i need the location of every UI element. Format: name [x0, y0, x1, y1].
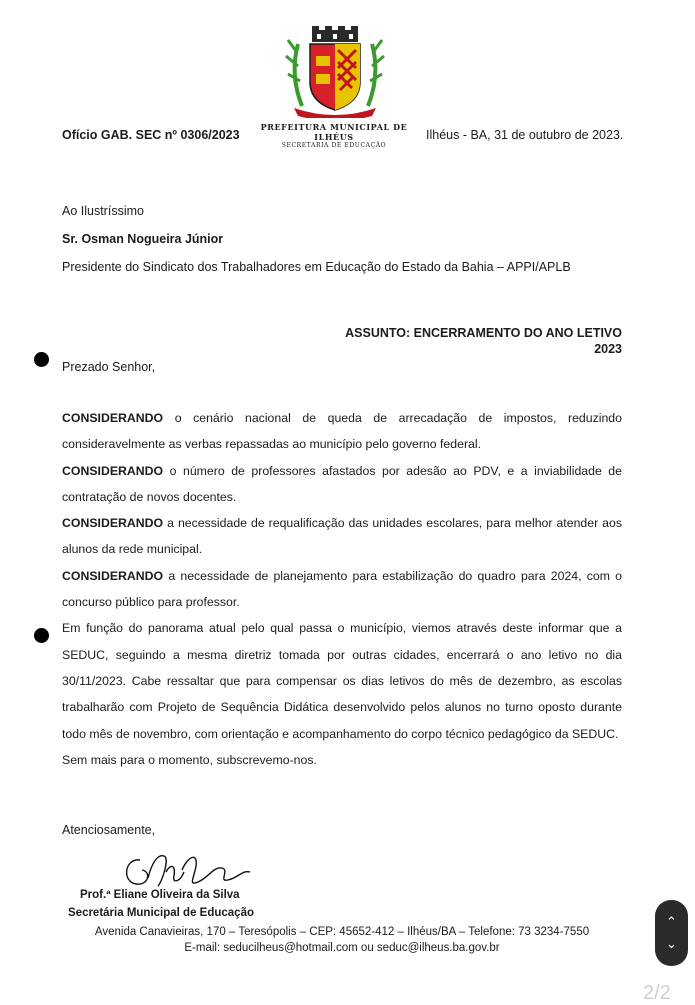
- footer-email: E-mail: seducilheus@hotmail.com ou seduc@ilheus.ba.gov.br: [184, 942, 500, 954]
- consideration-item: CONSIDERANDO o cenário nacional de queda de arrecadação de impostos, reduzindo consideravelmente as verbas repassadas ao município pelo governo federal.: [62, 411, 622, 452]
- letter-body: [62, 405, 622, 773]
- sign-off: Atenciosamente,: [62, 823, 156, 837]
- closing-line: Sem mais para o momento, subscrevemo-nos.: [62, 752, 317, 767]
- greeting: Prezado Senhor,: [62, 360, 156, 374]
- consideration-item: CONSIDERANDO a necessidade de planejamento para estabilização do quadro para 2024, com o concurso público para professor.: [62, 568, 622, 610]
- municipal-crest-icon: [282, 26, 388, 118]
- main-paragraph: Em função do panorama atual pelo qual passa o município, viemos através deste informar que a SEDUC, seguindo a mesma diretriz tomada por outras cidades, encerrará o ano letivo no dia 30/11/2023. Cabe ressaltar que para compensar os dias letivos do mês de dezembro, as escolas trabalharão com Projeto de Sequência Didática desenvolvido pelos alunos no turno oposto durante todo mês de novembro, com orientação e acompanhamento do corpo técnico pedagógico da SEDUC.: [62, 621, 622, 741]
- secretaria-name: SECRETARIA DE EDUCAÇÃO: [281, 142, 387, 149]
- footer-address: Avenida Canavieiras, 170 – Teresópolis – CEP: 45652-412 – Ilhéus/BA – Telefone: 73 3234-7550: [94, 926, 590, 938]
- office-reference: Ofício GAB. SEC nº 0306/2023: [62, 128, 240, 142]
- recipient-name: Sr. Osman Nogueira Júnior: [62, 232, 224, 246]
- subject-line: ASSUNTO: ENCERRAMENTO DO ANO LETIVO 2023: [345, 326, 622, 356]
- letterhead-title: [246, 122, 422, 149]
- page-scroll-control[interactable]: [655, 900, 688, 966]
- consideration-item: CONSIDERANDO a necessidade de requalificação das unidades escolares, para melhor atender aos alunos da rede municipal.: [62, 516, 622, 557]
- chevron-up-icon[interactable]: ⌃: [666, 914, 677, 929]
- signatory-title: Secretária Municipal de Educação: [68, 907, 254, 919]
- consideration-item: CONSIDERANDO o número de professores afastados por adesão ao PDV, e a inviabilidade de contratação de novos docentes.: [62, 463, 622, 504]
- page-indicator: 2/2: [643, 982, 671, 1004]
- recipient-role: Presidente do Sindicato dos Trabalhadores em Educação do Estado da Bahia – APPI/APLB: [62, 260, 571, 274]
- chevron-down-icon[interactable]: ⌄: [666, 936, 677, 951]
- margin-dot: [34, 352, 49, 367]
- place-date: Ilhéus - BA, 31 de outubro de 2023.: [426, 128, 624, 142]
- recipient-salutation: Ao Ilustríssimo: [62, 204, 144, 218]
- signatory-name: Prof.ª Eliane Oliveira da Silva: [80, 889, 240, 901]
- margin-dot: [34, 628, 49, 643]
- prefeitura-name: PREFEITURA MUNICIPAL DE ILHÉUS: [260, 122, 408, 142]
